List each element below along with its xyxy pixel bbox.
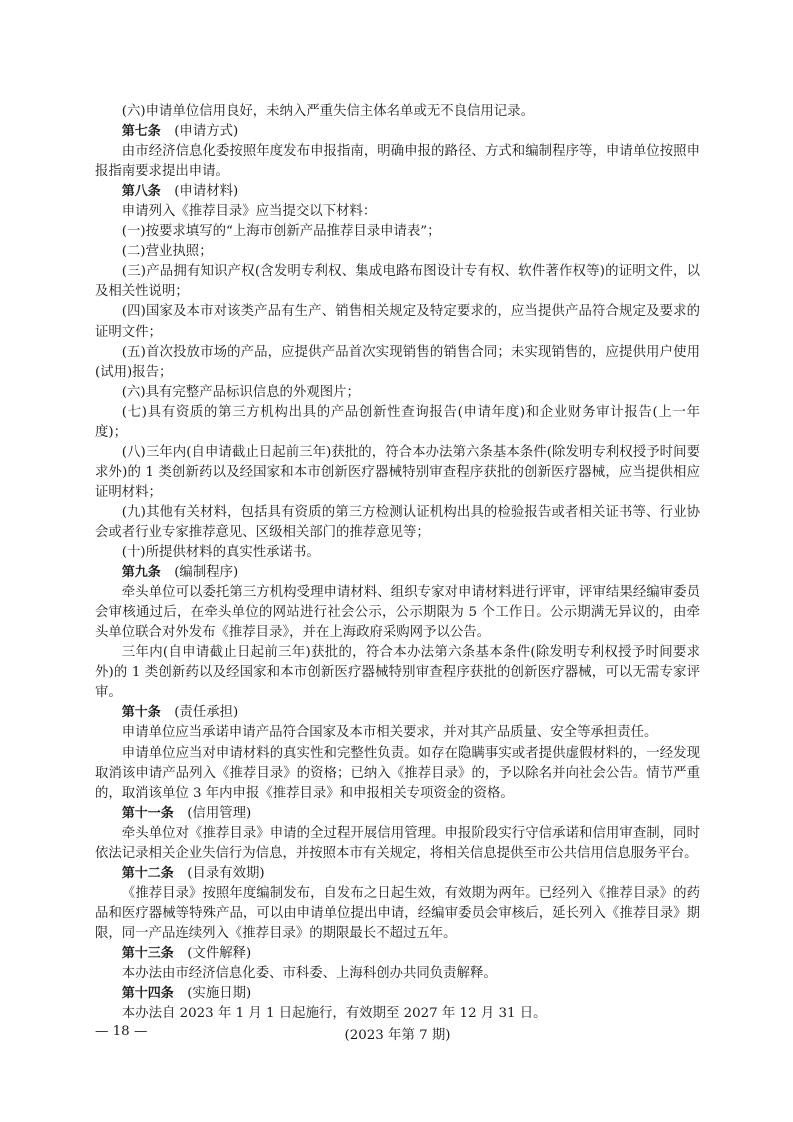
- paragraph: 牵头单位对《推荐目录》申请的全过程开展信用管理。申报阶段实行守信承诺和信用审查制，同时依法记录相关企业失信行为信息，并按照本市有关规定，将相关信息提供至市公共信用信息服务平台。: [95, 825, 700, 861]
- article-heading: [95, 182, 700, 202]
- paragraph: (七)具有资质的第三方机构出具的产品创新性查询报告(申请年度)和企业财务审计报告(上一年度)；: [95, 404, 700, 440]
- article-title: (文件解释): [187, 945, 252, 961]
- article-number: 第十条: [121, 705, 161, 721]
- paragraph: 申请单位应当承诺申请产品符合国家及本市相关要求，并对其产品质量、安全等承担责任。: [121, 725, 658, 741]
- article-number: 第十三条: [121, 945, 174, 961]
- article-number: 第十二条: [121, 865, 174, 881]
- paragraph: (三)产品拥有知识产权(含发明专利权、集成电路布图设计专有权、软件著作权等)的证明文件，以及相关性说明；: [95, 264, 700, 300]
- article-title: (信用管理): [187, 805, 252, 821]
- article-heading: [95, 563, 700, 583]
- article-heading: [95, 864, 700, 884]
- paragraph: (一)按要求填写的“上海市创新产品推荐目录申请表”；: [121, 224, 441, 240]
- article-heading: [95, 944, 700, 964]
- paragraph: (五)首次投放市场的产品，应提供产品首次实现销售的销售合同；未实现销售的，应提供用户使用(试用)报告；: [95, 344, 700, 380]
- paragraph: (十)所提供材料的真实性承诺书。: [121, 545, 320, 561]
- article-title: (实施日期): [187, 986, 252, 1002]
- article-number: 第七条: [121, 124, 161, 140]
- paragraph: 三年内(自申请截止日起前三年)获批的，符合本办法第六条基本条件(除发明专利权授予时间要求外)的 1 类创新药以及经国家和本市创新医疗器械特别审查程序获批的创新医疗器械，可以无需专家评审。: [95, 645, 700, 701]
- paragraph: (六)申请单位信用良好，未纳入严重失信主体名单或无不良信用记录。: [121, 104, 534, 119]
- article-number: 第十四条: [121, 986, 174, 1002]
- paragraph: 牵头单位可以委托第三方机构受理申请材料、组织专家对申请材料进行评审，评审结果经编审委员会审核通过后，在牵头单位的网站进行社会公示，公示期限为 5 个工作日。公示期满无异议的，由牵头单位联合对外发布《推荐目录》，并在上海政府采购网予以公告。: [95, 585, 700, 641]
- paragraph: (四)国家及本市对该类产品有生产、销售相关规定及特定要求的，应当提供产品符合规定及要求的证明文件；: [95, 304, 700, 340]
- paragraph: 本办法由市经济信息化委、市科委、上海科创办共同负责解释。: [121, 966, 497, 982]
- paragraph: (九)其他有关材料，包括具有资质的第三方检测认证机构出具的检验报告或者相关证书等、行业协会或者行业专家推荐意见、区级相关部门的推荐意见等；: [95, 504, 700, 540]
- paragraph: (二)营业执照；: [121, 244, 213, 260]
- paragraph: 由市经济信息化委按照年度发布申报指南，明确申报的路径、方式和编制程序等，申请单位按照申报指南要求提出申请。: [95, 144, 700, 180]
- page-number: — 18 —: [95, 1024, 148, 1039]
- paragraph: (六)具有完整产品标识信息的外观图片；: [121, 384, 360, 400]
- paragraph: 申请列入《推荐目录》应当提交以下材料：: [121, 204, 377, 220]
- paragraph: 本办法自 2023 年 1 月 1 日起施行，有效期至 2027 年 12 月 31 日。: [121, 1006, 547, 1022]
- issue-label: (2023 年第 7 期): [344, 1028, 451, 1043]
- article-title: (责任承担): [174, 705, 239, 721]
- article-heading: [95, 984, 700, 1004]
- article-heading: [95, 703, 700, 723]
- article-number: 第八条: [121, 184, 161, 200]
- document-body: [95, 102, 700, 1024]
- article-title: (编制程序): [174, 565, 239, 581]
- paragraph: (八)三年内(自申请截止日起前三年)获批的，符合本办法第六条基本条件(除发明专利权授予时间要求外)的 1 类创新药以及经国家和本市创新医疗器械特别审查程序获批的创新医疗器械，应当提供相应证明材料；: [95, 444, 700, 500]
- article-title: (申请方式): [174, 124, 239, 140]
- article-number: 第九条: [121, 565, 161, 581]
- article-title: (目录有效期): [187, 865, 265, 881]
- paragraph: 《推荐目录》按照年度编制发布，自发布之日起生效，有效期为两年。已经列入《推荐目录》的药品和医疗器械等特殊产品，可以由申请单位提出申请，经编审委员会审核后，延长列入《推荐目录》期限，同一产品连续列入《推荐目录》的期限最长不超过五年。: [95, 885, 700, 941]
- article-heading: [95, 804, 700, 824]
- article-heading: [95, 122, 700, 142]
- paragraph: 申请单位应当对申请材料的真实性和完整性负责。如存在隐瞒事实或者提供虚假材料的，一经发现取消该申请产品列入《推荐目录》的资格；已纳入《推荐目录》的，予以除名并向社会公告。情节严重的，取消该单位 3 年内申报《推荐目录》和申报相关专项资金的资格。: [95, 745, 700, 801]
- article-number: 第十一条: [121, 805, 174, 821]
- article-title: (申请材料): [174, 184, 239, 200]
